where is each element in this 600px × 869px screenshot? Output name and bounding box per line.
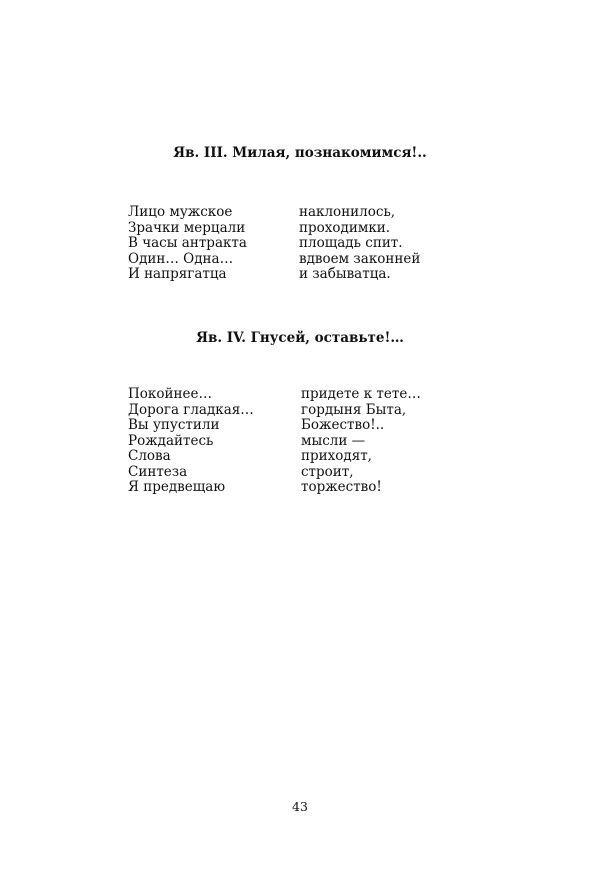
poem-line-left: Лицо мужское [128, 204, 233, 220]
poem-stanza [128, 387, 458, 496]
poem-line-left: Вы упустили [128, 417, 220, 433]
poem-line-left: Зрачки мерцали [128, 219, 246, 236]
poem-line-left: Слова [128, 448, 171, 464]
poem-line-left: И напрягатца [128, 266, 227, 282]
poem-line [128, 252, 458, 268]
poem-line [128, 434, 458, 450]
poem-line-left: Покойнее… [128, 386, 212, 402]
poem-line-right: проходимки. [299, 219, 391, 236]
poem-stanza [128, 205, 458, 283]
poem-line-right: торжество! [301, 479, 382, 495]
poem-line [128, 480, 458, 496]
poem-line-right: придете к тете… [301, 386, 421, 402]
poem-line-right: вдвоем законней [299, 250, 421, 267]
poem-line-right: строит, [301, 463, 354, 480]
poem-line-right: площадь спит. [299, 235, 403, 251]
poem-line [128, 221, 458, 237]
poem-line-left: Синтеза [128, 463, 188, 480]
poem-line [128, 267, 458, 283]
poem-line [128, 205, 458, 221]
poem-line-left: Один… Одна… [128, 250, 234, 267]
poem-line [128, 387, 458, 403]
page-number: 43 [292, 799, 308, 814]
section-heading: Яв. III. Милая, познакомимся!.. [173, 145, 427, 161]
poem-line-left: Рождайтесь [128, 432, 214, 449]
section-heading: Яв. IV. Гнусей, оставьте!… [196, 330, 404, 346]
poem-line [128, 236, 458, 252]
poem-line-left: Дорога гладкая… [128, 401, 254, 418]
poem-line-right: гордыня Быта, [301, 401, 407, 418]
poem-line [128, 449, 458, 465]
poem-line-right: мысли — [301, 432, 366, 449]
poem-line-right: приходят, [301, 448, 372, 464]
poem-line-right: Божество!.. [301, 417, 385, 433]
poem-line [128, 418, 458, 434]
poem-line [128, 403, 458, 419]
poem-line-right: наклонилось, [299, 204, 396, 220]
poem-line-left: Я предвещаю [128, 479, 226, 495]
poem-line-right: и забыватца. [299, 266, 391, 282]
poem-line-left: В часы антракта [128, 235, 247, 251]
poem-line [128, 465, 458, 481]
